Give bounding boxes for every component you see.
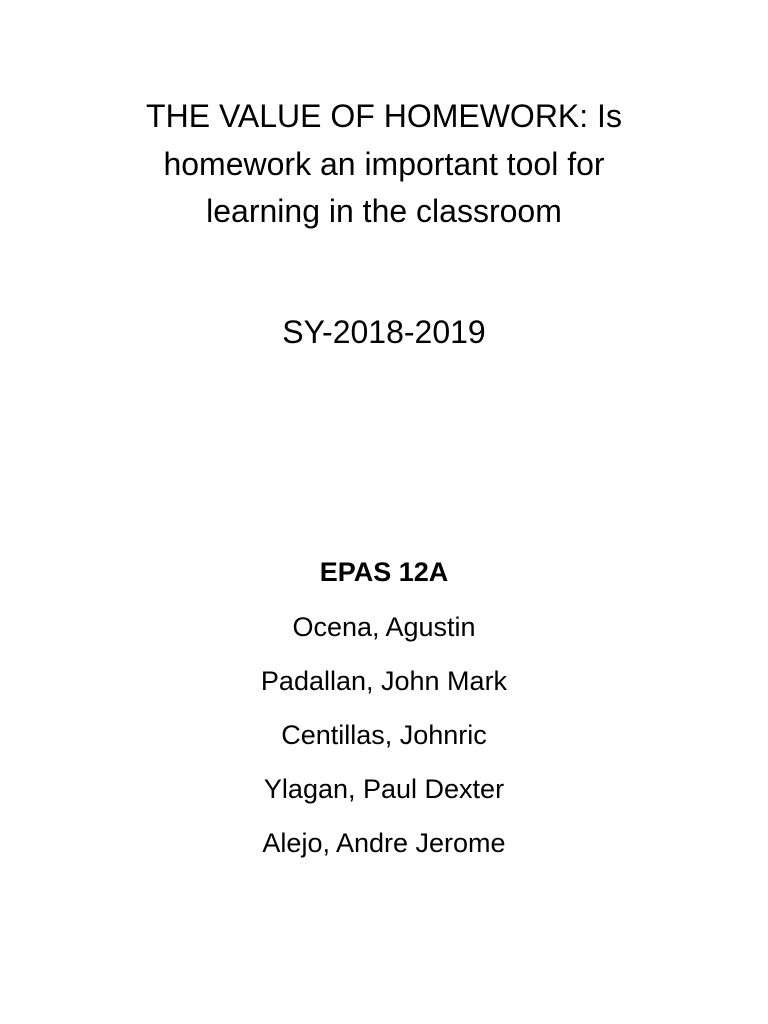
- document-title: [84, 93, 684, 236]
- school-year: SY-2018-2019: [282, 314, 486, 350]
- section-heading: EPAS 12A: [319, 557, 449, 587]
- member-name: Alejo, Andre Jerome: [262, 828, 506, 858]
- member-name: Padallan, John Mark: [260, 666, 508, 696]
- title-line: homework an important tool for: [163, 145, 605, 182]
- member-name: Centillas, Johnric: [281, 720, 487, 750]
- member-name: Ocena, Agustin: [292, 612, 476, 642]
- member-list: [84, 607, 684, 877]
- title-line: learning in the classroom: [206, 193, 562, 229]
- member-name: Ylagan, Paul Dexter: [263, 774, 505, 804]
- title-line: THE VALUE OF HOMEWORK: Is: [146, 98, 622, 134]
